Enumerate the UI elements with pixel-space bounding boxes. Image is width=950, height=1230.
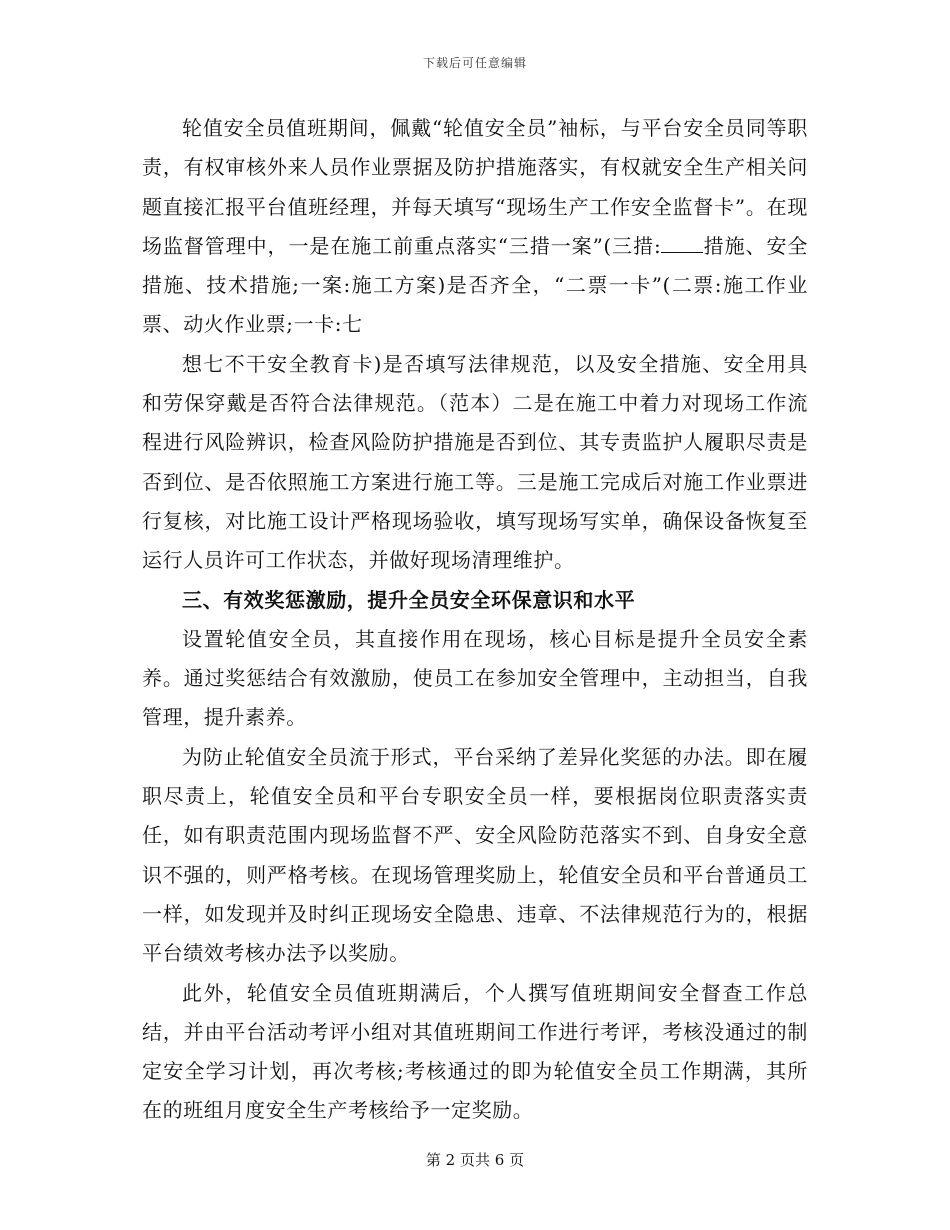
paragraph-duty-responsibilities [142,109,808,345]
page-header: 下载后可任意编辑 [422,56,527,70]
page-number-footer: 第 2 页共 6 页 [425,1151,525,1169]
paragraph-term-evaluation: 此外，轮值安全员值班期满后，个人撰写值班期间安全督查工作总结，并由平台活动考评小组对其值班期间工作进行考评，考核没通过的制定安全学习计划，再次考核;考核通过的即为轮值安全员工作期满，其所在的班组月度安全生产考核给予一定奖励。 [142,980,808,1123]
paragraph-differentiated-incentives: 为防止轮值安全员流于形式，平台采纳了差异化奖惩的办法。即在履职尽责上，轮值安全员和平台专职安全员一样，要根据岗位职责落实责任，如有职责范围内现场监督不严、安全风险防范落实不到、自身安全意识不强的，则严格考核。在现场管理奖励上，轮值安全员和平台普通员工一样，如发现并及时纠正现场安全隐患、违章、不法律规范行为的，根据平台绩效考核办法予以奖励。 [142,744,808,966]
document-body [142,109,808,1131]
paragraph-inspection-procedure: 想七不干安全教育卡)是否填写法律规范，以及安全措施、安全用具和劳保穿戴是否符合法律规范。（范本）二是在施工中着力对现场工作流程进行风险辨识，检查风险防护措施是否到位、其专责监护人履职尽责是否到位、是否依照施工方案进行施工等。三是施工完成后对施工作业票进行复核，对比施工设计严格现场验收，填写现场写实单，确保设备恢复至运行人员许可工作状态，并做好现场清理维护。 [142,351,808,573]
paragraph-goal: 设置轮值安全员，其直接作用在现场，核心目标是提升全员安全素养。通过奖惩结合有效激励，使员工在参加安全管理中，主动担当，自我管理，提升素养。 [142,626,808,730]
paragraph-duty-part-2: 措施、安全措施、技术措施;一案:施工方案)是否齐全，“二票一卡”(二票:施工作业票、动火作业票;一卡:七 [142,233,808,337]
section-heading-incentives: 三、有效奖惩激励，提升全员安全环保意识和水平 [182,587,636,612]
paragraph-duty-part-1: 轮值安全员值班期间，佩戴“轮值安全员”袖标，与平台安全员同等职责，有权审核外来人员作业票据及防护措施落实，有权就安全生产相关问题直接汇报平台值班经理，并每天填写“现场生产工作安全监督卡”。在现场监督管理中，一是在施工前重点落实“三措一案”(三措: [142,116,808,258]
fill-in-blank [661,238,703,253]
